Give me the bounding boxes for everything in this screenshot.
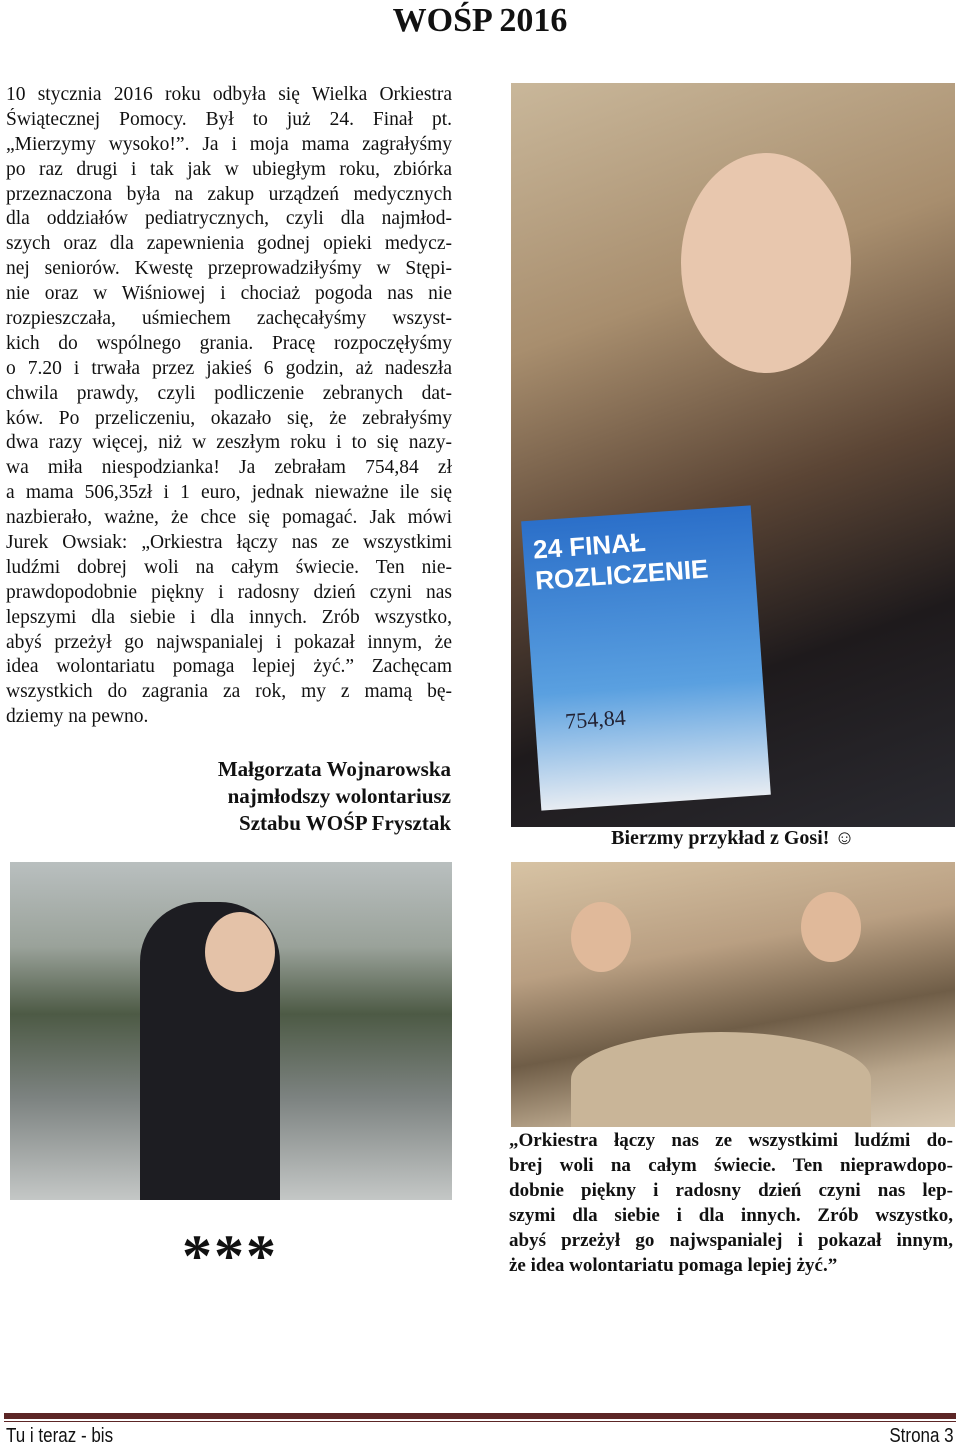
text-line: abyś przeżył go najwspanialej i pokazał innym, (509, 1230, 953, 1251)
photo-caption: Bierzmy przykład z Gosi! ☺ (611, 827, 855, 849)
text-line: „Mierzymy wysoko!”. Ja i moja mama zagrałyśmy (6, 133, 452, 155)
text-line: o 7.20 i trwała przez jakieś 6 godzin, aż nadeszła (6, 357, 452, 379)
photo-counting-donations (511, 862, 955, 1127)
text-line: rozpieszczała, uśmiechem zachęcałyśmy wszyst- (6, 308, 452, 330)
section-separator: *** (182, 1223, 278, 1289)
text-line: chwila prawdy, czyli podliczenie zebranych dat- (6, 382, 452, 404)
text-line: „Orkiestra łączy nas ze wszystkimi ludźmi do- (509, 1130, 953, 1151)
text-line: nie oraz w Wiśniowej i chociaż pogoda nas nie (6, 283, 452, 305)
text-line: a mama 506,35zł i 1 euro, jednak nieważne ile się (6, 482, 452, 504)
text-line: dla oddziałów pediatrycznych, czyli dla najmłod- (6, 208, 452, 230)
text-line: przeznaczona była na zakup urządzeń medycznych (6, 183, 452, 205)
text-line: Świątecznej Pomocy. Był to już 24. Finał pt. (6, 108, 452, 130)
photo-girl-outdoors (10, 862, 452, 1200)
text-line: kich do wspólnego grania. Pracę rozpoczęłyśmy (6, 332, 452, 354)
text-line: nej seniorów. Kwestę przeprowadziłyśmy w Stępi- (6, 258, 452, 280)
article-body (6, 83, 452, 730)
text-line: ków. Po przeliczeniu, okazało się, że zebrałyśmy (6, 407, 452, 429)
text-line: 10 stycznia 2016 roku odbyła się Wielka Orkiestra (6, 84, 452, 105)
photo-girl-with-certificate (511, 83, 955, 827)
text-line: abyś przeżył go najwspanialej i pokazał innym, że (6, 631, 452, 653)
text-line: idea wolontariatu pomaga lepiej żyć.” Zachęcam (6, 656, 452, 678)
certificate-title: 24 FINAŁ ROZLICZENIE (532, 526, 710, 596)
author-role: najmłodszy wolontariusz (227, 784, 451, 808)
text-line: prawdopodobnie piękny i radosny dzień czyni nas (6, 581, 452, 603)
page-title: WOŚP 2016 (392, 2, 568, 39)
text-line: wa miła niespodzianka! Ja zebrałam 754,84 zł (6, 457, 452, 479)
text-line: szych oraz dla zapewnienia godnej opieki medycz- (6, 233, 452, 255)
text-line: brej woli na całym świecie. Ten nieprawdopo- (509, 1155, 953, 1176)
text-line: dwa razy więcej, niż w zeszłym roku i to się nazy- (6, 432, 452, 454)
text-line: nazbierało, ważne, że chce się pomagać. Jak mówi (6, 507, 452, 529)
text-line: wszystkich do zagrania za rok, my z mamą bę- (6, 681, 452, 703)
author-signature (150, 756, 451, 837)
footer-publication-name: Tu i teraz - bis (6, 1425, 114, 1447)
text-line: szymi dla siebie i dla innych. Zrób wszystko, (509, 1205, 953, 1226)
owsiak-quote (509, 1128, 953, 1278)
text-line: po raz drugi i tak jak w ubiegłym roku, zbiórka (6, 158, 452, 180)
text-line: dziemy na pewno. (6, 706, 149, 728)
text-line: że idea wolontariatu pomaga lepiej żyć.” (509, 1255, 838, 1276)
footer-page-number: Strona 3 (889, 1425, 954, 1447)
footer-rule (4, 1413, 956, 1419)
text-line: ludźmi dobrej woli na całym świecie. Ten nie- (6, 556, 452, 578)
text-line: lepszymi dla siebie i dla innych. Zrób wszystko, (6, 606, 452, 628)
text-line: dobnie piękny i radosny dzień czyni nas lep- (509, 1180, 953, 1201)
certificate (521, 505, 771, 810)
author-name: Małgorzata Wojnarowska (217, 757, 451, 781)
footer-rule-thin (4, 1421, 956, 1422)
text-line: Jurek Owsiak: „Orkiestra łączy nas ze wszystkimi (6, 532, 452, 554)
certificate-amount: 754,84 (564, 704, 627, 734)
author-organization: Sztabu WOŚP Frysztak (239, 811, 451, 835)
